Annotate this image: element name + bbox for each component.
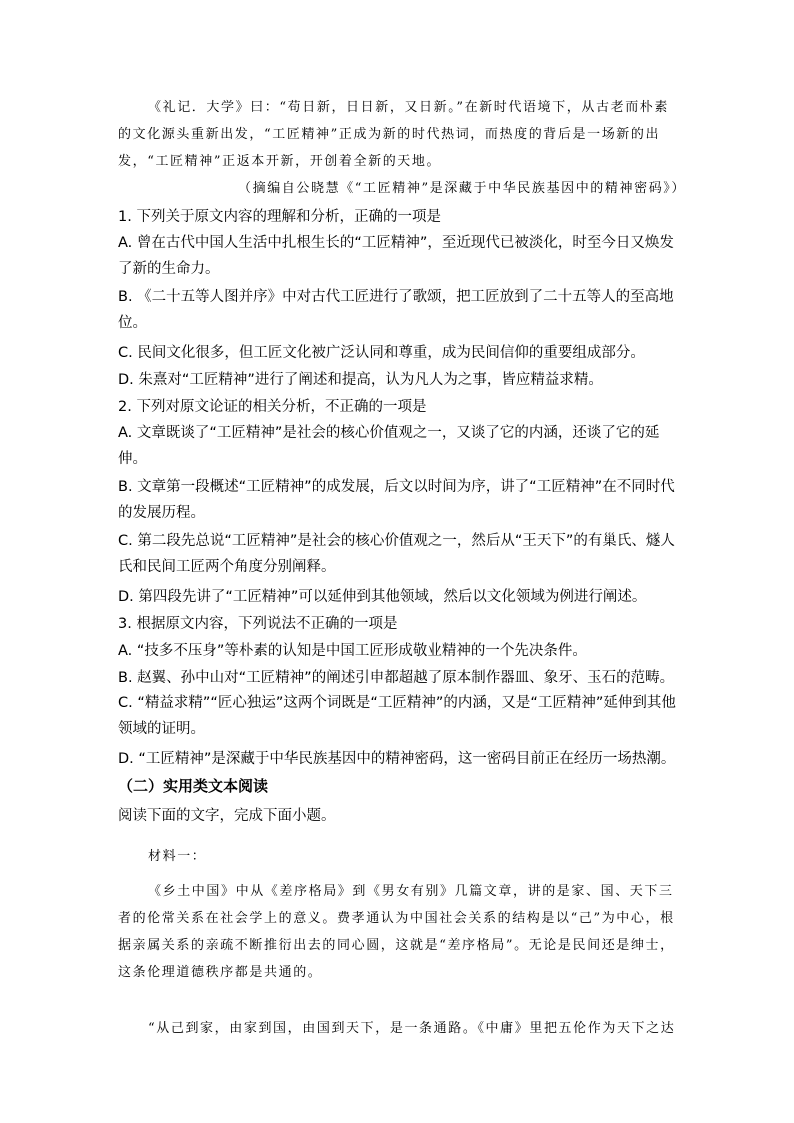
material-paragraph-2: “从己到家，由家到国，由国到天下，是一条通路。《中庸》里把五伦作为天下之达 bbox=[148, 1021, 676, 1036]
passage-source: （摘编自公晓慧《“工匠精神”是深藏于中华民族基因中的精神密码》） bbox=[238, 181, 686, 196]
question-3-stem: 3. 根据原文内容，下列说法不正确的一项是 bbox=[118, 616, 398, 632]
material-paragraph-1: 《乡土中国》中从《差序格局》到《男女有别》几篇文章，讲的是家、国、天下三者的伦常关系在社会学上的意义。费孝通认为中国社会关系的结构是以“己”为中心，根据亲属关系的亲疏不断推衍出去的同心圆，这就是“差序格局”。无论是民间还是绅士，这条伦理道德秩序都是共通的。 bbox=[118, 884, 675, 980]
section-instruction: 阅读下面的文字，完成下面小题。 bbox=[118, 808, 336, 824]
question-3-option-c: C. “精益求精”“匠心独运”这两个词既是“工匠精神”的内涵，又是“工匠精神”延伸到其他领域的证明。 bbox=[118, 695, 676, 737]
question-1-stem: 1. 下列关于原文内容的理解和分析，正确的一项是 bbox=[118, 209, 441, 225]
question-3-option-d: D. “工匠精神”是深藏于中华民族基因中的精神密码，这一密码目前正在经历一场热潮。 bbox=[118, 751, 676, 767]
question-2-option-a: A. 文章既谈了“工匠精神”是社会的核心价值观之一，又谈了它的内涵，还谈了它的延伸。 bbox=[118, 425, 660, 467]
question-2-option-d: D. 第四段先讲了“工匠精神”可以延伸到其他领域，然后以文化领域为例进行阐述。 bbox=[118, 589, 647, 605]
question-1-option-a: A. 曾在古代中国人生活中扎根生长的“工匠精神”，至近现代已被淡化，时至今日又焕发了新的生命力。 bbox=[118, 235, 674, 277]
section-heading: （二）实用类文本阅读 bbox=[118, 777, 269, 795]
passage-intro: 《礼记．大学》曰：“苟日新，日日新，又日新。”在新时代语境下，从古老而朴素的文化源头重新出发，“工匠精神”正成为新的时代热词，而热度的背后是一场新的出发，“工匠精神”正返本开新，开创着全新的天地。 bbox=[118, 100, 669, 169]
question-1-option-b: B. 《二十五等人图并序》中对古代工匠进行了歌颂，把工匠放到了二十五等人的至高地位。 bbox=[118, 289, 674, 331]
question-1-option-c: C. 民间文化很多，但工匠文化被广泛认同和尊重，成为民间信仰的重要组成部分。 bbox=[118, 345, 645, 361]
question-2-stem: 2. 下列对原文论证的相关分析，不正确的一项是 bbox=[118, 399, 427, 415]
question-3-option-a: A. “技多不压身”等朴素的认知是中国工匠形成敬业精神的一个先决条件。 bbox=[118, 643, 587, 659]
question-2-option-b: B. 文章第一段概述“工匠精神”的成发展，后文以时间为序，讲了“工匠精神”在不同时代的发展历程。 bbox=[118, 479, 675, 521]
question-3-option-b: B. 赵翼、孙中山对“工匠精神”的阐述引申都超越了原本制作器皿、象牙、玉石的范畴。 bbox=[118, 670, 675, 686]
material-label: 材料一： bbox=[148, 849, 207, 864]
question-2-option-c: C. 第二段先总说“工匠精神”是社会的核心价值观之一，然后从“王天下”的有巢氏、燧人氏和民间工匠两个角度分别阐释。 bbox=[118, 533, 675, 575]
question-1-option-d: D. 朱熹对“工匠精神”进行了阐述和提高，认为凡人为之事，皆应精益求精。 bbox=[118, 372, 603, 388]
